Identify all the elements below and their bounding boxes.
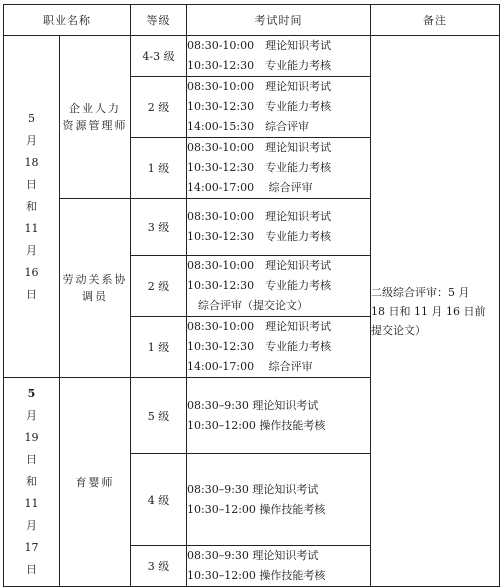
time-cell: 08:30-10:00 理论知识考试 10:30-12:30 专业能力考核 [187, 199, 371, 256]
grade-cell: 3 级 [131, 199, 187, 256]
job-labor-relations: 劳动关系协 调员 [60, 199, 131, 378]
time-cell: 08:30–9:30 理论知识考试 10:30–12:00 操作技能考核 [187, 454, 371, 546]
grade-cell: 1 级 [131, 317, 187, 378]
header-time: 考试时间 [187, 5, 371, 36]
table-row [4, 36, 500, 77]
remark-cell: 二级综合评审：5 月 18 日和 11 月 16 日前 提交论文） [371, 36, 500, 587]
header-job: 职业名称 [4, 5, 131, 36]
time-cell: 08:30-10:00 理论知识考试 10:30-12:30 专业能力考核 综合评审（提交论文） [187, 256, 371, 317]
time-cell: 08:30-10:00 理论知识考试 10:30-12:30 专业能力考核 14:00-15:30 综合评审 [187, 77, 371, 138]
grade-cell: 5 级 [131, 378, 187, 454]
time-cell: 08:30–9:30 理论知识考试 10:30–12:00 操作技能考核 [187, 546, 371, 587]
exam-schedule-table [3, 4, 500, 587]
grade-cell: 3 级 [131, 546, 187, 587]
header-row [4, 5, 500, 36]
grade-cell: 1 级 [131, 138, 187, 199]
time-cell: 08:30–9:30 理论知识考试 10:30–12:00 操作技能考核 [187, 378, 371, 454]
time-cell: 08:30-10:00 理论知识考试 10:30-12:30 专业能力考核 14:00-17:00 综合评审 [187, 138, 371, 199]
header-remark: 备注 [371, 5, 500, 36]
grade-cell: 2 级 [131, 77, 187, 138]
date-cell-2: 5 月 19 日 和 11 月 17 日 [4, 378, 60, 587]
time-cell: 08:30-10:00 理论知识考试 10:30-12:30 专业能力考核 14:00-17:00 综合评审 [187, 317, 371, 378]
header-grade: 等级 [131, 5, 187, 36]
job-childcare: 育婴师 [60, 378, 131, 587]
job-hr-manager: 企业人力 资源管理师 [60, 36, 131, 199]
grade-cell: 4 级 [131, 454, 187, 546]
date-cell-1: 5 月 18 日 和 11 月 16 日 [4, 36, 60, 378]
grade-cell: 4-3 级 [131, 36, 187, 77]
grade-cell: 2 级 [131, 256, 187, 317]
time-cell: 08:30-10:00 理论知识考试 10:30-12:30 专业能力考核 [187, 36, 371, 77]
